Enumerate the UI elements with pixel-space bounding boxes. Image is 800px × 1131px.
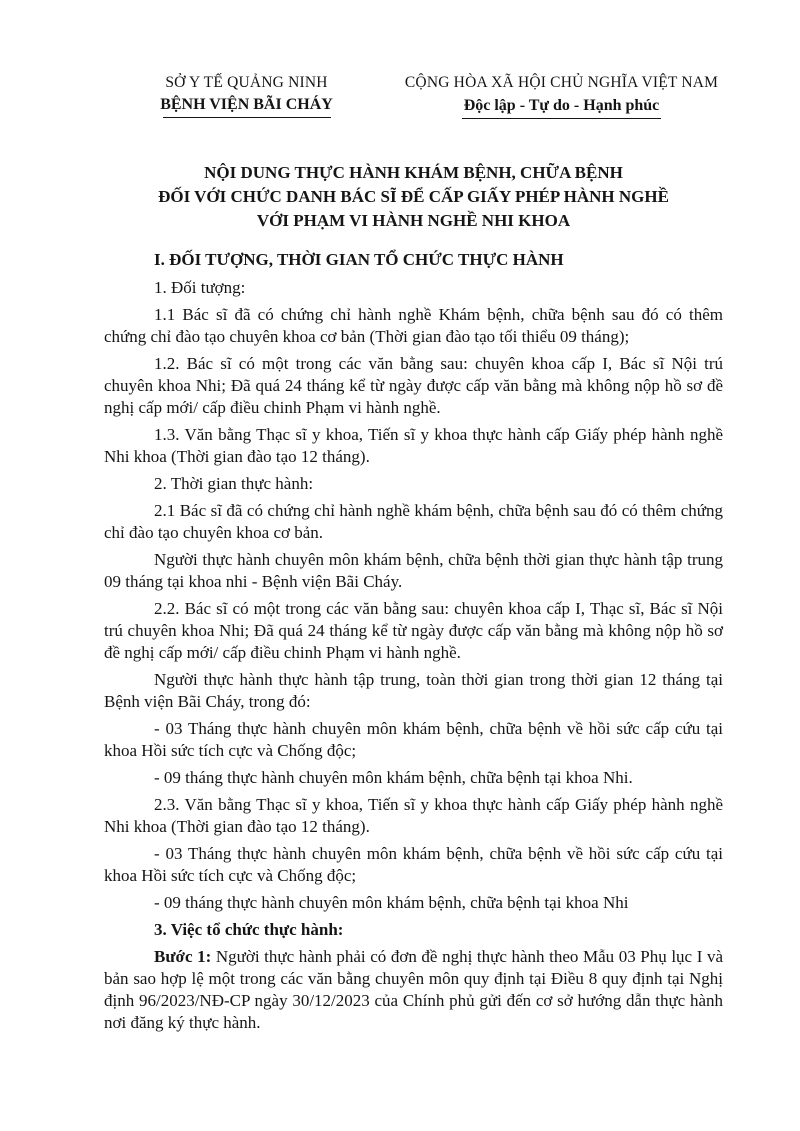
paragraph [104, 500, 723, 544]
paragraph [104, 304, 723, 348]
paragraph [104, 892, 723, 914]
paragraph [104, 549, 723, 593]
paragraph-text: - 09 tháng thực hành chuyên môn khám bệnh, chữa bệnh tại khoa Nhi [154, 893, 629, 912]
paragraph-text: 1.2. Bác sĩ có một trong các văn bằng sau: chuyên khoa cấp I, Bác sĩ Nội trú chuyên khoa Nhi; Đã quá 24 tháng kể từ ngày được cấp văn bằng mà không nộp hồ sơ đề nghị cấp mới/ cấp điều chinh Phạm vi hành nghề. [104, 354, 723, 417]
document-title-line1: NỘI DUNG THỰC HÀNH KHÁM BỆNH, CHỮA BỆNH [204, 163, 623, 182]
paragraph-lead: Bước 1: [154, 947, 212, 966]
national-motto-block [389, 72, 734, 119]
paragraph-text: Người thực hành thực hành tập trung, toàn thời gian trong thời gian 12 tháng tại Bệnh viện Bãi Cháy, trong đó: [104, 670, 723, 711]
paragraph-text: 2. Thời gian thực hành: [154, 474, 314, 493]
national-motto: Độc lập - Tự do - Hạnh phúc [462, 95, 662, 119]
paragraph [104, 473, 723, 495]
paragraph [104, 669, 723, 713]
document-title-line3: VỚI PHẠM VI HÀNH NGHỀ NHI KHOA [256, 211, 571, 230]
paragraph-text: 2.2. Bác sĩ có một trong các văn bằng sau: chuyên khoa cấp I, Thạc sĩ, Bác sĩ Nội trú chuyên khoa Nhi; Đã quá 24 tháng kể từ ngày được cấp văn bằng mà không nộp hồ sơ đề nghị cấp mới/ cấp điều chinh Phạm vi hành nghề. [104, 599, 723, 662]
country-title: CỘNG HÒA XÃ HỘI CHỦ NGHĨA VIỆT NAM [404, 74, 719, 91]
paragraph [104, 598, 723, 664]
document-title [104, 161, 723, 233]
paragraph-text: 1. Đối tượng: [154, 278, 246, 297]
paragraph-text: 2.1 Bác sĩ đã có chứng chỉ hành nghề khám bệnh, chữa bệnh sau đó có thêm chứng chỉ đào tạo chuyên khoa cơ bản. [104, 501, 723, 542]
paragraph [104, 946, 723, 1034]
issuing-org-block [104, 72, 389, 118]
org-parent-name: SỞ Y TẾ QUẢNG NINH [165, 74, 328, 91]
paragraph-text: - 03 Tháng thực hành chuyên môn khám bệnh, chữa bệnh về hồi sức cấp cứu tại khoa Hồi sức tích cực và Chống độc; [104, 844, 723, 885]
paragraph [104, 277, 723, 299]
section-heading: I. ĐỐI TƯỢNG, THỜI GIAN TỔ CHỨC THỰC HÀNH [154, 250, 564, 269]
org-underline-rule [163, 117, 331, 118]
paragraph-text: 3. Việc tổ chức thực hành: [154, 920, 344, 939]
paragraph-text: Người thực hành phải có đơn đề nghị thực hành theo Mẫu 03 Phụ lục I và bản sao hợp lệ một trong các văn bằng chuyên môn quy định tại Điều 8 quy định tại Nghị định 96/2023/NĐ-CP ngày 30/12/2023 của Chính phủ gửi đến cơ sở hướng dẫn thực hành nơi đăng ký thực hành. [104, 947, 723, 1032]
paragraph [104, 919, 723, 941]
paragraph [104, 843, 723, 887]
document-body [104, 277, 723, 1034]
paragraph-text: Người thực hành chuyên môn khám bệnh, chữa bệnh thời gian thực hành tập trung 09 tháng tại khoa nhi - Bệnh viện Bãi Cháy. [104, 550, 723, 591]
org-unit-name: BỆNH VIỆN BÃI CHÁY [160, 96, 333, 113]
paragraph-text: - 09 tháng thực hành chuyên môn khám bệnh, chữa bệnh tại khoa Nhi. [154, 768, 633, 787]
paragraph [104, 353, 723, 419]
document-title-line2: ĐỐI VỚI CHỨC DANH BÁC SĨ ĐỂ CẤP GIẤY PHÉP HÀNH NGHỀ [158, 187, 669, 206]
paragraph-text: - 03 Tháng thực hành chuyên môn khám bệnh, chữa bệnh về hồi sức cấp cứu tại khoa Hồi sức tích cực và Chống độc; [104, 719, 723, 760]
paragraph [104, 718, 723, 762]
paragraph-text: 1.1 Bác sĩ đã có chứng chỉ hành nghề Khám bệnh, chữa bệnh sau đó có thêm chứng chỉ đào tạo chuyên khoa cơ bản (Thời gian đào tạo tối thiểu 09 tháng); [104, 305, 723, 346]
paragraph [104, 424, 723, 468]
paragraph-text: 1.3. Văn bằng Thạc sĩ y khoa, Tiến sĩ y khoa thực hành cấp Giấy phép hành nghề Nhi khoa (Thời gian đào tạo 12 tháng). [104, 425, 723, 466]
national-header [104, 72, 723, 119]
paragraph [104, 794, 723, 838]
paragraph-text: 2.3. Văn bằng Thạc sĩ y khoa, Tiến sĩ y khoa thực hành cấp Giấy phép hành nghề Nhi khoa (Thời gian đào tạo 12 tháng). [104, 795, 723, 836]
paragraph [104, 767, 723, 789]
